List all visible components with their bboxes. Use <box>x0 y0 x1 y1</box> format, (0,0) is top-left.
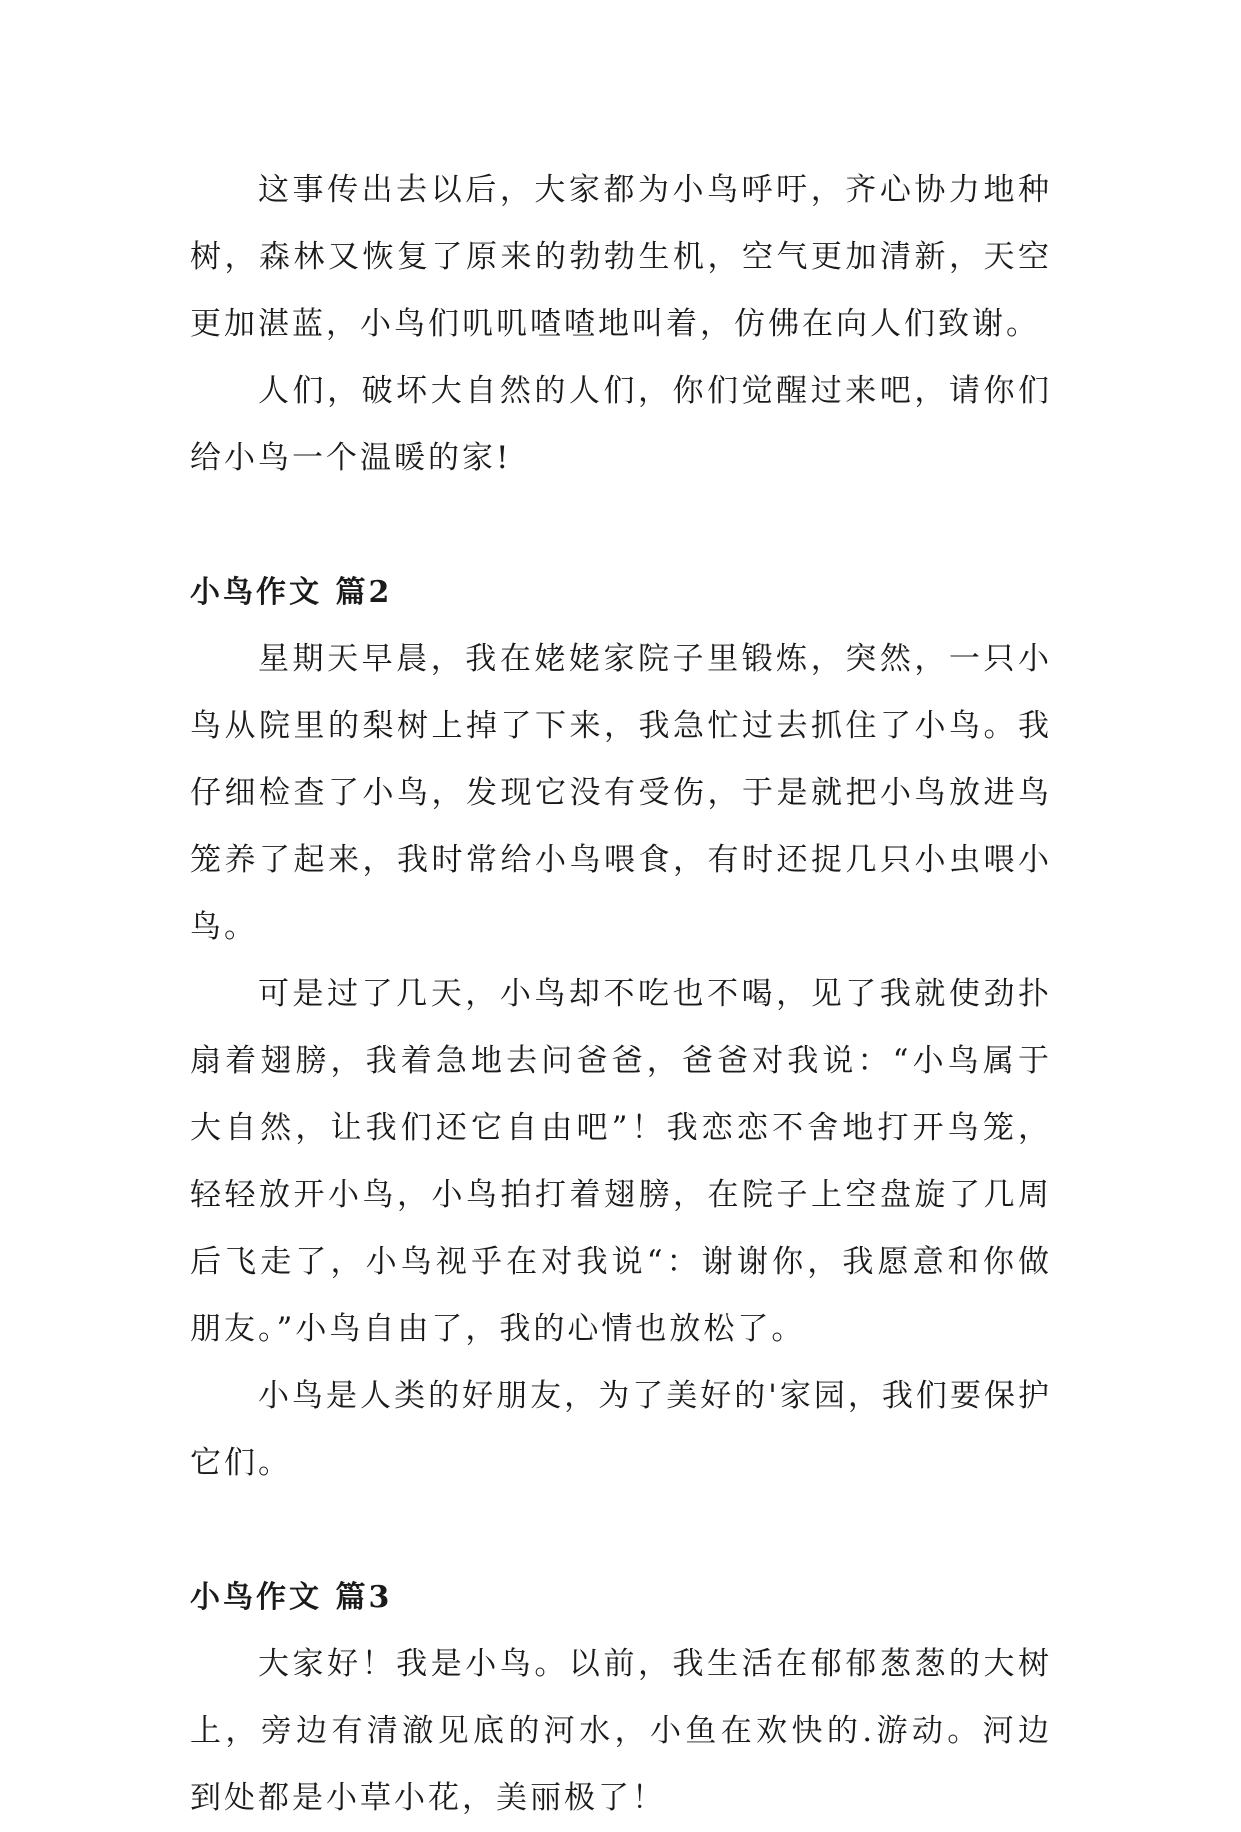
paragraph: 这事传出去以后，大家都为小鸟呼吁，齐心协力地种树，森林又恢复了原来的勃勃生机，空气更加清新，天空更加湛蓝，小鸟们叽叽喳喳地叫着，仿佛在向人们致谢。 <box>190 172 1052 342</box>
document-page <box>190 157 1052 1832</box>
section-gap <box>190 492 1052 559</box>
section-gap <box>190 1497 1052 1564</box>
paragraph: 可是过了几天，小鸟却不吃也不喝，见了我就使劲扑扇着翅膀，我着急地去问爸爸，爸爸对我说：“小鸟属于大自然，让我们还它自由吧”！我恋恋不舍地打开鸟笼，轻轻放开小鸟，小鸟拍打着翅膀，在院子上空盘旋了几周后飞走了，小鸟视乎在对我说“：谢谢你，我愿意和你做朋友。”小鸟自由了，我的心情也放松了。 <box>190 976 1052 1347</box>
paragraph: 大家好！我是小鸟。以前，我生活在郁郁葱葱的大树上，旁边有清澈见底的河水，小鱼在欢快的.游动。河边到处都是小草小花，美丽极了！ <box>190 1646 1052 1816</box>
section-title-3: 小鸟作文 篇3 <box>190 1580 393 1615</box>
section-title-2: 小鸟作文 篇2 <box>190 575 393 610</box>
paragraph: 小鸟是人类的好朋友，为了美好的'家园，我们要保护它们。 <box>190 1378 1052 1481</box>
paragraph: 星期天早晨，我在姥姥家院子里锻炼，突然，一只小鸟从院里的梨树上掉了下来，我急忙过去抓住了小鸟。我仔细检查了小鸟，发现它没有受伤，于是就把小鸟放进鸟笼养了起来，我时常给小鸟喂食，有时还捉几只小虫喂小鸟。 <box>190 641 1052 945</box>
paragraph: 人们，破坏大自然的人们，你们觉醒过来吧，请你们给小鸟一个温暖的家! <box>190 373 1052 476</box>
